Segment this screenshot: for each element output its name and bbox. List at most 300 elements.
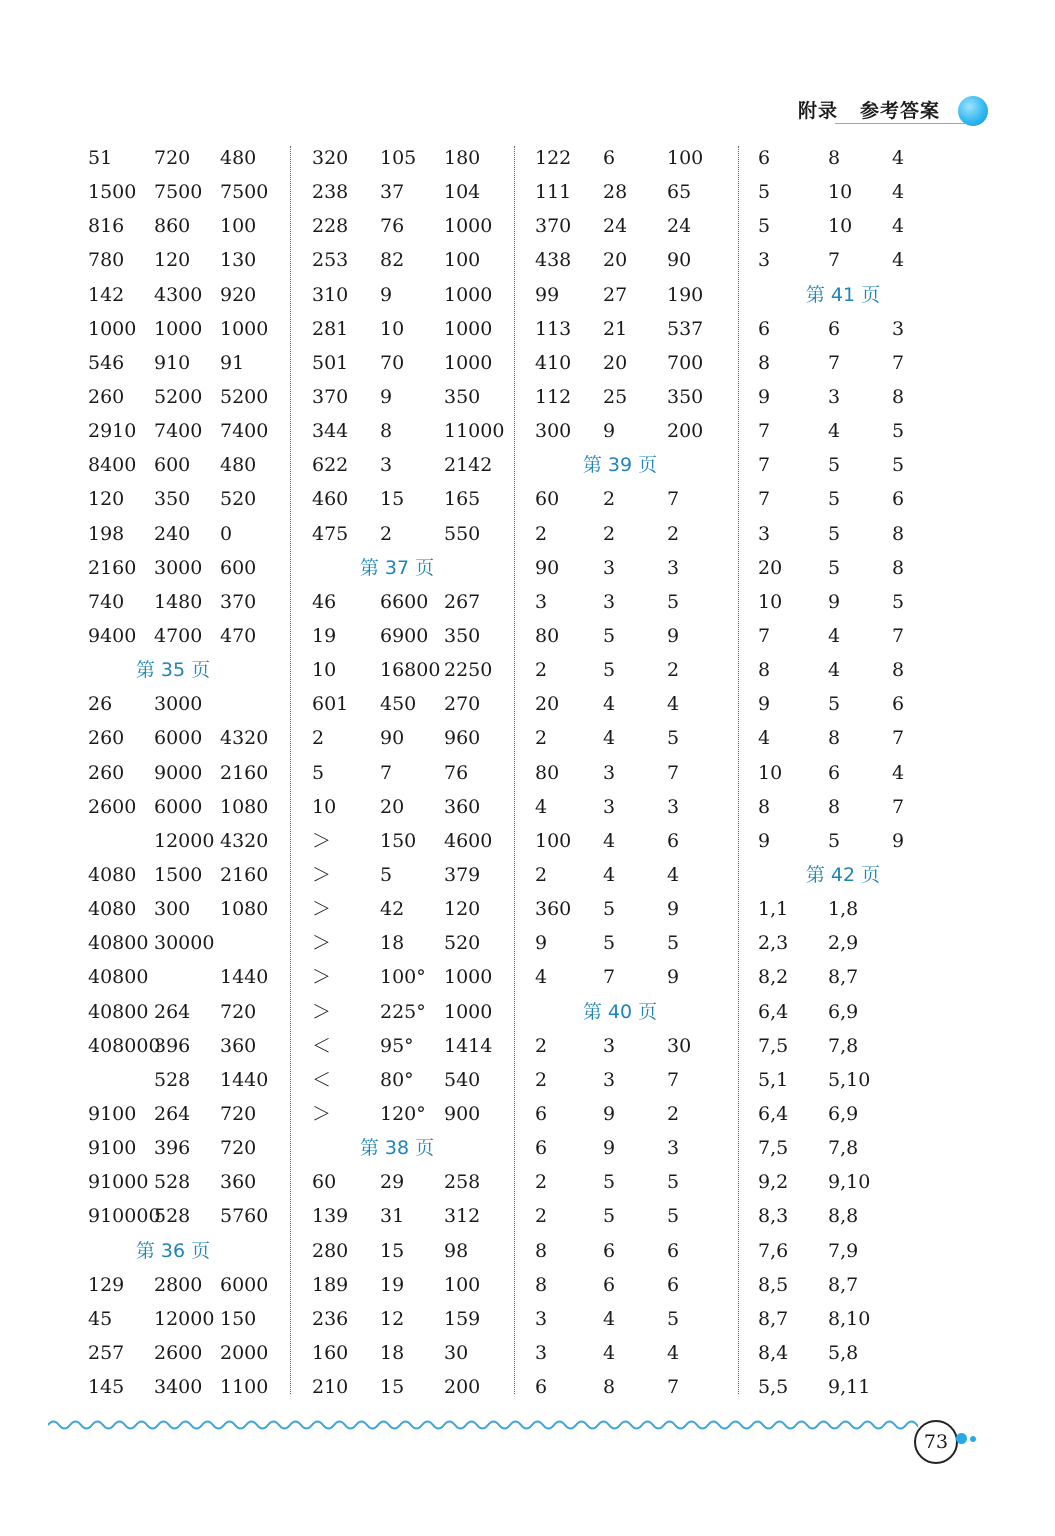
answer-row bbox=[312, 721, 542, 755]
answer-value: 240 bbox=[154, 522, 191, 545]
answer-value: 2160 bbox=[220, 761, 269, 784]
answer-value: 1440 bbox=[220, 966, 269, 989]
answer-value: 281 bbox=[312, 317, 349, 340]
answer-value: 7 bbox=[758, 488, 771, 511]
answer-row bbox=[312, 278, 542, 312]
answer-value: 5 bbox=[828, 829, 841, 852]
answer-row bbox=[312, 790, 542, 824]
answer-value: 2 bbox=[535, 1205, 548, 1228]
answer-value: 7 bbox=[667, 1376, 680, 1399]
answer-value: 7 bbox=[758, 420, 771, 443]
answer-row bbox=[535, 312, 765, 346]
answer-row bbox=[88, 209, 318, 243]
answer-value: 300 bbox=[154, 898, 191, 921]
answer-value: 480 bbox=[220, 454, 257, 477]
answer-row bbox=[88, 1336, 318, 1370]
answer-value: 100 bbox=[667, 147, 704, 169]
answer-value: 260 bbox=[88, 761, 125, 784]
answer-value: 200 bbox=[667, 420, 704, 443]
answer-row bbox=[758, 1336, 988, 1370]
answer-row bbox=[535, 721, 765, 755]
answer-value: 5 bbox=[758, 181, 771, 204]
answer-value: 1000 bbox=[154, 317, 203, 340]
answer-value: 80° bbox=[380, 1068, 414, 1091]
answer-value: 2 bbox=[667, 522, 680, 545]
answer-value: 2600 bbox=[88, 795, 137, 818]
answer-value: 5 bbox=[828, 556, 841, 579]
answer-row bbox=[758, 824, 988, 858]
answer-value: 6 bbox=[535, 1376, 548, 1399]
answer-row bbox=[312, 414, 542, 448]
answer-value: 2 bbox=[535, 1171, 548, 1194]
answer-value: ＞ bbox=[312, 932, 332, 955]
answer-value: 5 bbox=[758, 215, 771, 238]
answer-value: 3 bbox=[828, 385, 841, 408]
answer-row bbox=[312, 653, 542, 687]
answer-value: 4 bbox=[892, 147, 905, 169]
answer-value: 10 bbox=[380, 317, 405, 340]
answer-value: 1480 bbox=[154, 590, 203, 613]
answer-value: 5 bbox=[667, 590, 680, 613]
answer-value: 228 bbox=[312, 215, 349, 238]
answer-value: 19 bbox=[380, 1273, 405, 1296]
answer-value: 5 bbox=[828, 488, 841, 511]
answer-value: 200 bbox=[444, 1376, 481, 1399]
answer-value: 8,2 bbox=[758, 966, 789, 989]
answer-row bbox=[758, 1370, 988, 1404]
answer-value: 3 bbox=[603, 761, 616, 784]
answer-value: 150 bbox=[380, 829, 417, 852]
answer-row bbox=[535, 756, 765, 790]
answer-value: 1,1 bbox=[758, 898, 789, 921]
answer-row bbox=[88, 414, 318, 448]
answer-value: 396 bbox=[154, 1137, 191, 1160]
answer-value: 7 bbox=[667, 488, 680, 511]
answer-value: 312 bbox=[444, 1205, 481, 1228]
answer-row bbox=[758, 141, 988, 175]
answer-row bbox=[535, 1063, 765, 1097]
answer-value: 6 bbox=[603, 1273, 616, 1296]
answer-value: 8 bbox=[892, 556, 905, 579]
answer-row bbox=[758, 517, 988, 551]
answer-value: 253 bbox=[312, 249, 349, 272]
answer-row bbox=[88, 1268, 318, 1302]
answer-value: 150 bbox=[220, 1307, 257, 1330]
answer-row bbox=[312, 1336, 542, 1370]
answer-row bbox=[312, 243, 542, 277]
answer-row bbox=[758, 687, 988, 721]
answer-value: 210 bbox=[312, 1376, 349, 1399]
answer-value: 5 bbox=[828, 522, 841, 545]
answer-value: 9 bbox=[380, 385, 393, 408]
answer-value: 5 bbox=[892, 590, 905, 613]
answer-value: 10 bbox=[758, 590, 783, 613]
answer-value: 9100 bbox=[88, 1137, 137, 1160]
answer-row bbox=[535, 926, 765, 960]
answer-row bbox=[88, 824, 318, 858]
answer-value: 6 bbox=[535, 1137, 548, 1160]
answer-row bbox=[535, 278, 765, 312]
answer-row bbox=[88, 380, 318, 414]
answer-value: 5,5 bbox=[758, 1376, 789, 1399]
answer-value: 5 bbox=[603, 898, 616, 921]
answer-value: 9 bbox=[758, 829, 771, 852]
answer-value: 8,4 bbox=[758, 1341, 789, 1364]
answer-value: 70 bbox=[380, 351, 405, 374]
answer-value: 1000 bbox=[444, 966, 493, 989]
answer-value: 2 bbox=[535, 727, 548, 750]
page-heading: 第 36 页 bbox=[135, 1239, 211, 1262]
answer-value: 30 bbox=[667, 1034, 692, 1057]
answer-value: 475 bbox=[312, 522, 349, 545]
answer-value: 2160 bbox=[220, 863, 269, 886]
answer-row bbox=[312, 1370, 542, 1404]
answer-row bbox=[312, 960, 542, 994]
answer-value: 540 bbox=[444, 1068, 481, 1091]
answer-value: 9 bbox=[828, 590, 841, 613]
answer-value: 18 bbox=[380, 932, 405, 955]
answer-value: 528 bbox=[154, 1205, 191, 1228]
answer-row bbox=[312, 175, 542, 209]
answer-value: 26 bbox=[88, 693, 113, 716]
answer-value: 90 bbox=[380, 727, 405, 750]
answer-value: 5200 bbox=[220, 385, 269, 408]
answer-value: 4 bbox=[892, 249, 905, 272]
answer-value: 900 bbox=[444, 1102, 481, 1125]
answer-value: 15 bbox=[380, 1239, 405, 1262]
answer-value: 7500 bbox=[220, 181, 269, 204]
answer-row bbox=[312, 824, 542, 858]
answer-value: 5 bbox=[667, 1307, 680, 1330]
answer-value: 5 bbox=[603, 932, 616, 955]
answer-value: 910 bbox=[154, 351, 191, 374]
answer-value: 5 bbox=[380, 863, 393, 886]
answer-value: 267 bbox=[444, 590, 481, 613]
answer-row bbox=[758, 1165, 988, 1199]
answer-value: 9,10 bbox=[828, 1171, 871, 1194]
answer-value: 8,7 bbox=[828, 1273, 859, 1296]
answer-value: 7400 bbox=[154, 420, 203, 443]
answer-value: 2910 bbox=[88, 420, 137, 443]
answer-value: 9100 bbox=[88, 1102, 137, 1125]
answer-value: 60 bbox=[312, 1171, 337, 1194]
answer-value: 2600 bbox=[154, 1341, 203, 1364]
answer-value: 40800 bbox=[88, 1000, 149, 1023]
answer-row bbox=[312, 482, 542, 516]
answer-row bbox=[758, 448, 988, 482]
answer-row bbox=[312, 995, 542, 1029]
answer-value: 9,11 bbox=[828, 1376, 871, 1399]
answer-value: 20 bbox=[380, 795, 405, 818]
answer-value: 120 bbox=[444, 898, 481, 921]
answer-value: 910000 bbox=[88, 1205, 161, 1228]
answer-value: 4 bbox=[892, 761, 905, 784]
answer-row bbox=[758, 243, 988, 277]
answer-value: 20 bbox=[603, 249, 628, 272]
answer-value: 4300 bbox=[154, 283, 203, 306]
answer-value: 3000 bbox=[154, 693, 203, 716]
answer-value: 80 bbox=[535, 761, 560, 784]
answer-value: 1500 bbox=[88, 181, 137, 204]
answer-value: 1414 bbox=[444, 1034, 493, 1057]
answer-value: 408000 bbox=[88, 1034, 161, 1057]
answer-row bbox=[535, 653, 765, 687]
answer-value: 8 bbox=[828, 795, 841, 818]
answer-value: 24 bbox=[603, 215, 628, 238]
answer-value: 113 bbox=[535, 317, 572, 340]
answer-value: 8 bbox=[892, 385, 905, 408]
answer-value: 2000 bbox=[220, 1341, 269, 1364]
answer-value: 20 bbox=[603, 351, 628, 374]
answer-value: 1440 bbox=[220, 1068, 269, 1091]
answer-value: 139 bbox=[312, 1205, 349, 1228]
answer-value: 7400 bbox=[220, 420, 269, 443]
answer-value: 600 bbox=[220, 556, 257, 579]
answer-value: 780 bbox=[88, 249, 125, 272]
answer-value: 46 bbox=[312, 590, 337, 613]
answer-value: 5 bbox=[828, 454, 841, 477]
answer-row bbox=[535, 517, 765, 551]
answer-row bbox=[535, 175, 765, 209]
answer-value: 6,9 bbox=[828, 1102, 859, 1125]
answer-value: 438 bbox=[535, 249, 572, 272]
answer-value: 2142 bbox=[444, 454, 493, 477]
answer-value: 2 bbox=[667, 659, 680, 682]
answer-row bbox=[312, 448, 542, 482]
answer-value: 480 bbox=[220, 147, 257, 169]
answer-row bbox=[312, 312, 542, 346]
answer-value: 258 bbox=[444, 1171, 481, 1194]
answer-value: 5 bbox=[312, 761, 325, 784]
answer-row bbox=[88, 585, 318, 619]
answer-row bbox=[758, 960, 988, 994]
answer-row bbox=[758, 1097, 988, 1131]
answer-value: 2 bbox=[535, 863, 548, 886]
answer-value: 7 bbox=[667, 761, 680, 784]
answer-row bbox=[758, 551, 988, 585]
answer-value: 9 bbox=[758, 385, 771, 408]
answer-value: 10 bbox=[312, 795, 337, 818]
answer-value: 6 bbox=[758, 317, 771, 340]
answer-row bbox=[312, 585, 542, 619]
answer-row bbox=[88, 243, 318, 277]
answer-value: 8,3 bbox=[758, 1205, 789, 1228]
answer-value: 5,1 bbox=[758, 1068, 789, 1091]
answer-row bbox=[758, 995, 988, 1029]
answer-value: 7,9 bbox=[828, 1239, 859, 1262]
answer-row bbox=[88, 346, 318, 380]
answer-row bbox=[758, 653, 988, 687]
answer-value: 5 bbox=[603, 624, 616, 647]
answer-value: 198 bbox=[88, 522, 125, 545]
answer-value: 76 bbox=[380, 215, 405, 238]
answer-value: 40800 bbox=[88, 932, 149, 955]
answer-value: 3 bbox=[535, 1307, 548, 1330]
answer-column-4 bbox=[758, 141, 988, 1404]
answer-row bbox=[535, 209, 765, 243]
answer-value: ＞ bbox=[312, 1102, 332, 1125]
answer-row bbox=[88, 926, 318, 960]
answer-row bbox=[88, 960, 318, 994]
answer-row bbox=[535, 858, 765, 892]
answer-column-1 bbox=[88, 141, 318, 1404]
answer-row bbox=[88, 995, 318, 1029]
answer-value: 4 bbox=[603, 1307, 616, 1330]
answer-row bbox=[312, 892, 542, 926]
answer-row bbox=[758, 1029, 988, 1063]
answer-value: 2 bbox=[667, 1102, 680, 1125]
answer-row bbox=[312, 1199, 542, 1233]
page-heading: 第 40 页 bbox=[582, 1000, 658, 1023]
answer-value: 1000 bbox=[444, 215, 493, 238]
answer-row bbox=[312, 209, 542, 243]
answer-row bbox=[535, 1029, 765, 1063]
answer-value: 12000 bbox=[154, 829, 215, 852]
answer-row bbox=[88, 892, 318, 926]
answer-value: 4 bbox=[603, 1341, 616, 1364]
answer-value: 8,10 bbox=[828, 1307, 871, 1330]
answer-value: 350 bbox=[667, 385, 704, 408]
answer-value: 257 bbox=[88, 1341, 125, 1364]
answer-value: 9 bbox=[603, 1102, 616, 1125]
answer-value: 5 bbox=[603, 659, 616, 682]
answer-value: 4320 bbox=[220, 727, 269, 750]
answer-value: 9 bbox=[667, 966, 680, 989]
answer-row bbox=[88, 790, 318, 824]
answer-value: 5 bbox=[828, 693, 841, 716]
answer-value: 5200 bbox=[154, 385, 203, 408]
answer-value: 98 bbox=[444, 1239, 469, 1262]
answer-value: 10 bbox=[828, 215, 853, 238]
answer-value: 8 bbox=[828, 727, 841, 750]
answer-value: 3400 bbox=[154, 1376, 203, 1399]
answer-value: 4 bbox=[535, 966, 548, 989]
answer-row bbox=[535, 892, 765, 926]
answer-row bbox=[88, 1165, 318, 1199]
answer-value: 3 bbox=[380, 454, 393, 477]
answer-value: 700 bbox=[667, 351, 704, 374]
answer-value: 360 bbox=[535, 898, 572, 921]
answer-row bbox=[312, 619, 542, 653]
answer-value: 65 bbox=[667, 181, 692, 204]
answer-value: 95° bbox=[380, 1034, 414, 1057]
answer-value: ＜ bbox=[312, 1068, 332, 1091]
answer-row bbox=[758, 1234, 988, 1268]
answer-value: 6000 bbox=[154, 727, 203, 750]
page-heading: 第 35 页 bbox=[135, 659, 211, 682]
answer-row bbox=[758, 1268, 988, 1302]
answer-value: 6 bbox=[535, 1102, 548, 1125]
answer-row bbox=[88, 175, 318, 209]
answer-value: 12000 bbox=[154, 1307, 215, 1330]
answer-value: 5 bbox=[603, 1171, 616, 1194]
page-heading: 第 42 页 bbox=[805, 863, 881, 886]
answer-row bbox=[535, 1199, 765, 1233]
answer-value: 28 bbox=[603, 181, 628, 204]
answer-value: 160 bbox=[312, 1341, 349, 1364]
answer-row bbox=[758, 175, 988, 209]
answer-value: 9 bbox=[667, 898, 680, 921]
answer-value: 4 bbox=[892, 181, 905, 204]
answer-value: 91 bbox=[220, 351, 245, 374]
answer-value: 3 bbox=[603, 556, 616, 579]
answer-row bbox=[312, 1029, 542, 1063]
answer-value: 238 bbox=[312, 181, 349, 204]
answer-value: 8,7 bbox=[758, 1307, 789, 1330]
answer-value: 2 bbox=[535, 522, 548, 545]
header-title bbox=[798, 96, 940, 123]
answer-row bbox=[535, 1234, 765, 1268]
answer-value: 520 bbox=[444, 932, 481, 955]
answer-value: 4 bbox=[828, 420, 841, 443]
answer-value: 100 bbox=[535, 829, 572, 852]
answer-value: 5 bbox=[892, 420, 905, 443]
answer-value: 2 bbox=[535, 1034, 548, 1057]
answer-value: ＞ bbox=[312, 966, 332, 989]
answer-row bbox=[535, 380, 765, 414]
answer-value: 720 bbox=[220, 1137, 257, 1160]
answer-row bbox=[312, 1302, 542, 1336]
dot-icon bbox=[956, 1433, 967, 1444]
answer-value: 9 bbox=[603, 1137, 616, 1160]
answer-value: 30000 bbox=[154, 932, 215, 955]
answer-row bbox=[758, 1199, 988, 1233]
answer-value: 15 bbox=[380, 488, 405, 511]
answer-value: 5 bbox=[667, 1205, 680, 1228]
answer-value: 2 bbox=[535, 1068, 548, 1091]
answer-row bbox=[758, 482, 988, 516]
answer-value: 8 bbox=[535, 1273, 548, 1296]
answer-value: 24 bbox=[667, 215, 692, 238]
answer-value: 60 bbox=[535, 488, 560, 511]
answer-value: 740 bbox=[88, 590, 125, 613]
answer-value: 7,5 bbox=[758, 1034, 789, 1057]
answer-value: 4 bbox=[892, 215, 905, 238]
answer-value: 4 bbox=[667, 863, 680, 886]
answer-value: 45 bbox=[88, 1307, 113, 1330]
answer-row bbox=[88, 619, 318, 653]
answer-row bbox=[88, 1097, 318, 1131]
answer-value: 410 bbox=[535, 351, 572, 374]
answer-value: 5 bbox=[892, 454, 905, 477]
answer-row bbox=[88, 517, 318, 551]
answer-value: 31 bbox=[380, 1205, 405, 1228]
answer-value: 379 bbox=[444, 863, 481, 886]
answer-value: 460 bbox=[312, 488, 349, 511]
answer-value: 42 bbox=[380, 898, 405, 921]
answer-value: 100 bbox=[444, 1273, 481, 1296]
answer-row bbox=[758, 585, 988, 619]
answer-value: 7 bbox=[892, 351, 905, 374]
answer-row bbox=[535, 551, 765, 585]
answer-value: 6 bbox=[667, 829, 680, 852]
answer-value: 100 bbox=[444, 249, 481, 272]
answer-value: 860 bbox=[154, 215, 191, 238]
answer-row bbox=[535, 1131, 765, 1165]
answer-value: 6 bbox=[892, 693, 905, 716]
answer-row bbox=[758, 892, 988, 926]
page-heading-row bbox=[535, 448, 765, 482]
answer-value: 370 bbox=[535, 215, 572, 238]
answer-value: 4 bbox=[828, 659, 841, 682]
answer-row bbox=[535, 1370, 765, 1404]
answer-value: 4 bbox=[667, 1341, 680, 1364]
answer-value: 30 bbox=[444, 1341, 469, 1364]
answer-value: 370 bbox=[312, 385, 349, 408]
answer-value: 550 bbox=[444, 522, 481, 545]
answer-row bbox=[88, 1063, 318, 1097]
answer-column-2 bbox=[312, 141, 542, 1404]
